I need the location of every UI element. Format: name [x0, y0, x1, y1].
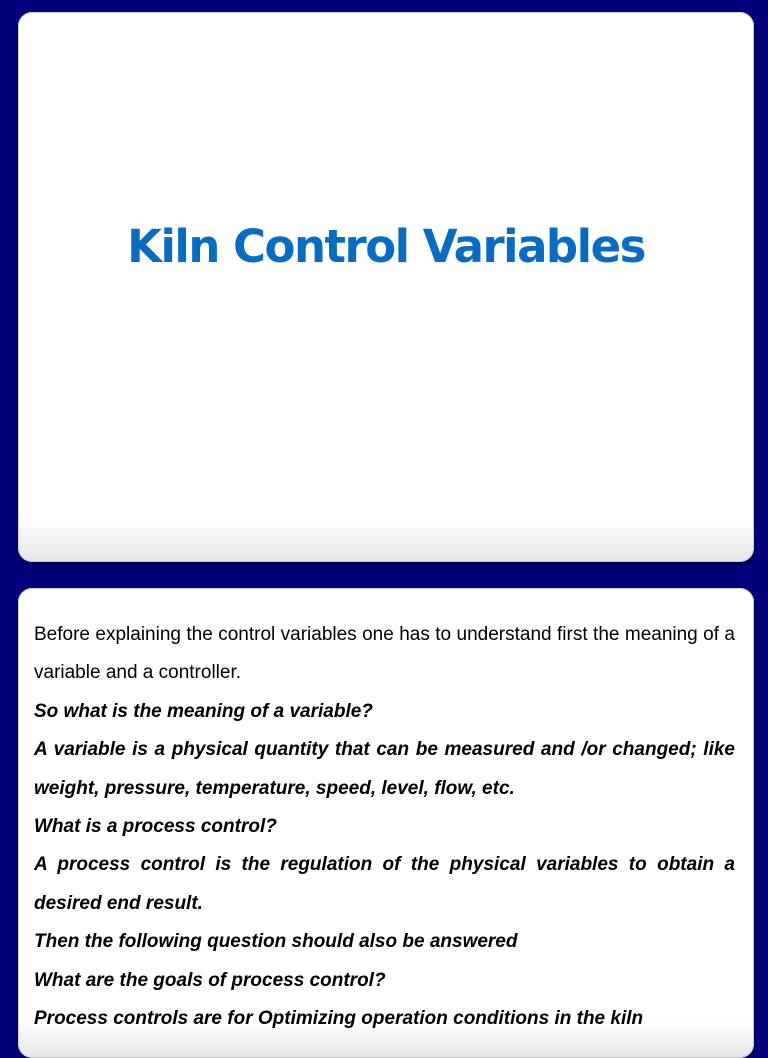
question-process-control: What is a process control?: [34, 816, 277, 838]
question-goals: What are the goals of process control?: [34, 969, 386, 991]
question-variable: So what is the meaning of a variable?: [34, 700, 373, 722]
title-slide: [18, 12, 754, 562]
intro-paragraph: Before explaining the control variables one has to understand first the meaning of a variable and a controller.: [34, 624, 735, 684]
content-slide: [18, 588, 754, 1058]
follow-up-statement: Then the following question should also be answered: [34, 931, 518, 953]
slide-title: Kiln Control Variables: [127, 220, 645, 273]
answer-goals: Process controls are for Optimizing operation conditions in the kiln: [34, 1008, 644, 1030]
slide-body: [34, 616, 735, 1038]
answer-variable: A variable is a physical quantity that can be measured and /or changed; like weight, pressure, temperature, speed, level, flow, etc.: [34, 739, 735, 799]
answer-process-control: A process control is the regulation of the physical variables to obtain a desired end result.: [34, 854, 735, 914]
